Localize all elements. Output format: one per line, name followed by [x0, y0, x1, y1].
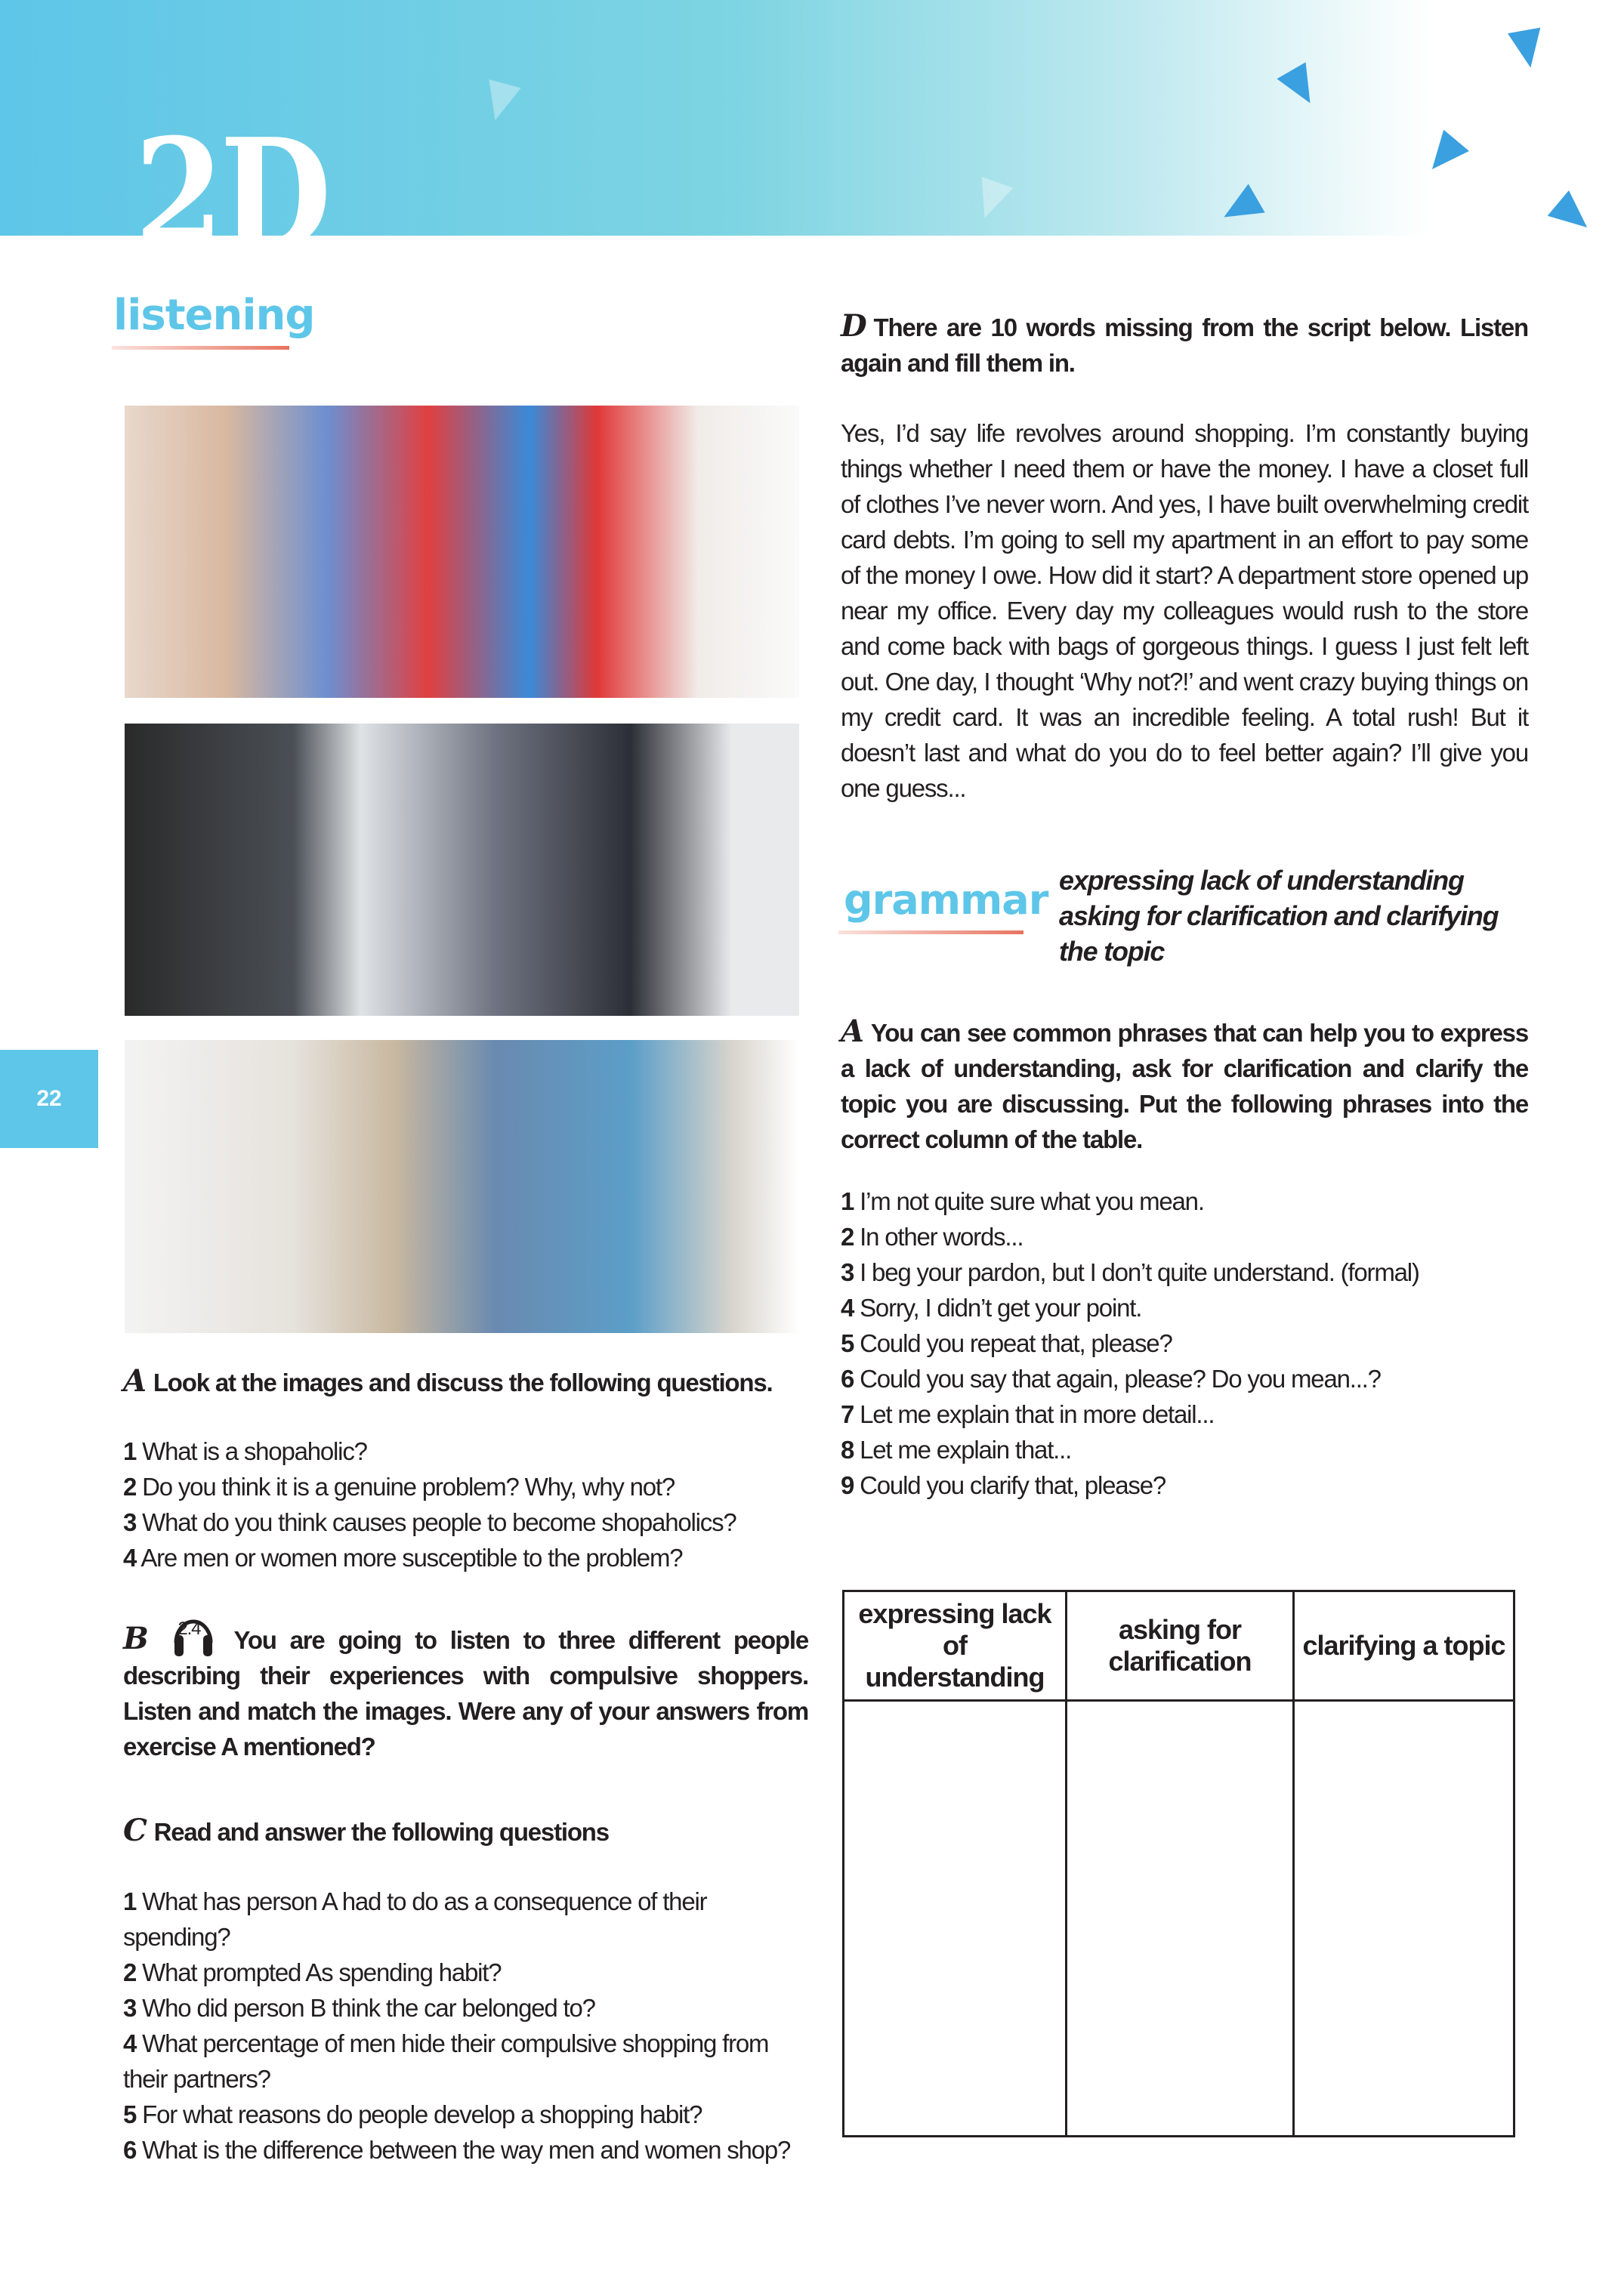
exercise-letter: C	[123, 1813, 147, 1848]
list-item: 1 What is a shopaholic?	[123, 1437, 367, 1465]
list-item: 4 Are men or women more susceptible to the problem?	[123, 1544, 683, 1572]
photo-therapist	[125, 724, 799, 1016]
headphones-icon[interactable]	[168, 1619, 218, 1658]
exercise-letter: A	[841, 1014, 863, 1049]
list-item: 1 What has person A had to do as a consequence of their spending?	[123, 1887, 707, 1951]
exercise-letter: D	[841, 308, 866, 344]
instruction: You are going to listen to three different people describing their experiences with compulsive shoppers. Listen and match the images. Were any of your answers from exercise A mentioned?	[123, 1626, 808, 1761]
list-item: 2 What prompted As spending habit?	[123, 1958, 502, 1986]
list-item: 8 Let me explain that...	[841, 1436, 1072, 1464]
list-item: 4 Sorry, I didn’t get your point.	[841, 1294, 1142, 1322]
listening-exercise-c-heading	[123, 1813, 803, 1850]
list-item: 2 In other words...	[841, 1223, 1023, 1251]
listening-exercise-c-list	[123, 1884, 803, 2168]
listening-script: Yes, I’d say life revolves around shopping. I’m constantly buying things whether I need them or have the money. I have a closet full of clothes I’ve never worn. And yes, I have built overwhelming credit card debts. I’m going to sell my apartment in an effort to pay some of the money I owe. How did it start? A department store opened up near my office. Every day my colleagues would rush to the store and come back with bags of gorgeous things. I guess I just felt left out. One day, I thought ‘Why not?!’ and went crazy buying things on my credit card. It was an incredible feeling. A total rush! But it doesn’t last and what do you do to feel better again? I’ll give you one guess...	[841, 419, 1528, 802]
instruction: Look at the images and discuss the following questions.	[153, 1369, 773, 1396]
exercise-letter: A	[123, 1363, 146, 1399]
instruction: You can see common phrases that can help you to express a lack of understanding, ask for clarification and clarify the topic you are discussing. Put the following phrases into the correct column of the table.	[841, 1019, 1528, 1153]
column-header: asking for clarification	[1067, 1591, 1294, 1701]
instruction: There are 10 words missing from the script below. Listen again and fill them in.	[841, 313, 1528, 377]
list-item: 3 What do you think causes people to become shopaholics?	[123, 1508, 736, 1536]
listening-exercise-a-heading	[123, 1363, 818, 1400]
page-number: 22	[0, 1050, 98, 1148]
column-header: clarifying a topic	[1294, 1591, 1514, 1701]
grammar-topic: expressing lack of understanding	[1059, 865, 1464, 896]
listening-exercise-d-heading	[841, 308, 1528, 381]
answer-cell[interactable]	[1067, 1701, 1294, 2137]
track-number: 2.4	[178, 1619, 201, 1639]
phrase-sorting-table	[842, 1590, 1515, 2137]
list-item: 3 Who did person B think the car belonged to?	[123, 1994, 595, 2022]
listening-exercise-b	[123, 1621, 808, 1764]
grammar-exercise-a-heading	[841, 1014, 1528, 1157]
answer-cell[interactable]	[1294, 1701, 1514, 2137]
listening-heading: listening	[113, 291, 315, 340]
list-item: 4 What percentage of men hide their compulsive shopping from their partners?	[123, 2029, 769, 2093]
grammar-topic: asking for clarification and clarifying the topic	[1059, 900, 1499, 967]
list-item: 5 For what reasons do people develop a shopping habit?	[123, 2100, 702, 2128]
list-item: 7 Let me explain that in more detail...	[841, 1400, 1215, 1428]
exercise-letter: B	[123, 1621, 148, 1656]
list-item: 5 Could you repeat that, please?	[841, 1329, 1172, 1357]
answer-cell[interactable]	[844, 1701, 1067, 2137]
photo-shopaholic-woman	[125, 406, 799, 698]
heading-underline	[838, 930, 1023, 934]
instruction: Read and answer the following questions	[153, 1818, 609, 1846]
grammar-topics	[1059, 863, 1512, 969]
heading-underline	[112, 346, 289, 350]
list-item: 6 Could you say that again, please? Do you mean...?	[841, 1365, 1381, 1393]
list-item: 3 I beg your pardon, but I don’t quite understand. (formal)	[841, 1258, 1419, 1286]
column-header: expressing lack of understanding	[844, 1591, 1067, 1701]
photo-worried-couple	[125, 1040, 799, 1333]
grammar-phrase-list	[841, 1183, 1528, 1503]
unit-number: 2D	[134, 106, 328, 283]
list-item: 9 Could you clarify that, please?	[841, 1471, 1166, 1499]
listening-exercise-a-list	[123, 1433, 803, 1575]
list-item: 2 Do you think it is a genuine problem? Why, why not?	[123, 1473, 675, 1501]
list-item: 6 What is the difference between the way men and women shop?	[123, 2136, 791, 2164]
grammar-heading: grammar	[844, 876, 1048, 924]
list-item: 1 I’m not quite sure what you mean.	[841, 1187, 1204, 1215]
